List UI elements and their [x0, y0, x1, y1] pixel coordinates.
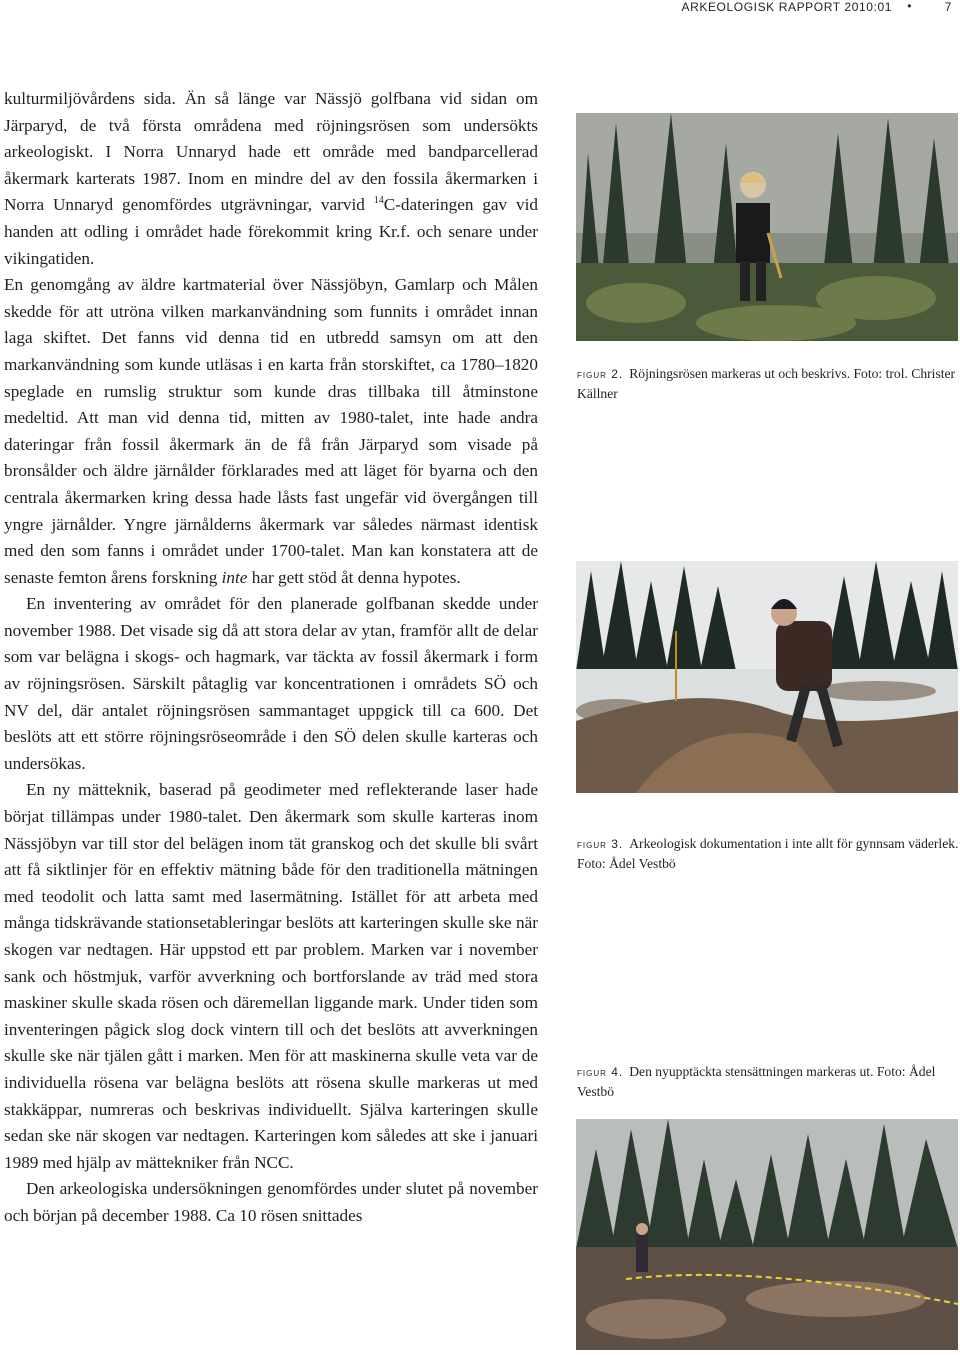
paragraph-5: Den arkeologiska undersökningen genomfördes under slutet på november och början på december 1988. Ca 10 rösen snittades [4, 1179, 538, 1225]
paragraph-2 [4, 272, 538, 591]
page-number: 7 [944, 0, 952, 14]
figure-4-caption [577, 1062, 959, 1102]
figure-2-caption [577, 364, 959, 404]
figure-3-text: Arkeologisk dokumentation i inte allt för gynnsam väderlek. Foto: Ådel Vestbö [577, 836, 959, 871]
paragraph-1 [4, 86, 538, 272]
paragraph-3: En inventering av området för den planerade golfbanan skedde under november 1988. Det visade sig då att stora delar av ytan, framför allt de delar som var belägna i skogs- och hagmark, var täckta av fossil åkermark i form av röjningsrösen. Särskilt påtaglig var koncentrationen i områdets SÖ och NV del, där antalet röjningsrösen sammantaget uppgick till ca 600. Det beslöts att ett större röjningsröseområde i den SÖ delen skulle karteras och undersökas. [4, 594, 538, 773]
figure-3-photo [576, 561, 958, 793]
figure-4-label: figur 4. [577, 1065, 624, 1079]
figure-4-photo [576, 1119, 958, 1350]
report-title: ARKEOLOGISK RAPPORT 2010:01 [681, 0, 892, 14]
figure-4-text: Den nyupptäckta stensättningen markeras ut. Foto: Ådel Vestbö [577, 1064, 936, 1099]
figure-3-label: figur 3. [577, 837, 624, 851]
superscript-14: 14 [373, 195, 384, 207]
figure-2-label: figur 2. [577, 367, 624, 381]
paragraph-1-text: kulturmiljövårdens sida. Än så länge var Nässjö golfbana vid sidan om Järparyd, de två första områdena med röjningsrösen som undersökts arkeologiskt. I Norra Unnaryd hade ett område med bandparcellerad åkermark karterats 1987. Inom en mindre del av den fossila åkermarken i Norra Unnaryd genomfördes utgrävningar, varvid [4, 89, 538, 215]
bullet-separator: • [907, 0, 912, 13]
figure-2-text: Röjningsrösen markeras ut och beskrivs. Foto: trol. Christer Källner [577, 366, 956, 401]
figure-2-photo [576, 113, 958, 341]
paragraph-1-text-cont: C-dateringen gav vid handen att odling i området hade förekommit kring Kr.f. och senare under vikingatiden. [4, 195, 538, 268]
paragraph-2-text-cont: har gett stöd åt denna hypotes. [251, 567, 461, 587]
paragraph-4: En ny mätteknik, baserad på geodimeter med reflekterande laser hade börjat tillämpas under 1980-talet. Den åkermark som skulle karteras inom Nässjöbyn var till stor del belägen inom tät granskog och det skulle bli svårt att få siktlinjer för en effektiv mätning både för den traditionella mätningen med teodolit och latta samt med lasermätning. Istället för att arbeta med många tidskrävande stationsetableringar beslöts att karteringen skulle ske när skogen var nedtagen. Här uppstod ett par problem. Marken var i november sank och höstmjuk, varför avverkning och bortforslande av träd med stora maskiner skulle skada rösen och däremellan liggande mark. Under tiden som inventeringen pågick slog dock vintern till och det beslöts att avverkningen skulle ske när tjälen gått i marken. Men för att maskinerna skulle veta var de individuella rösena var belägna beslöts att rösena skulle markeras ut med stakkäppar, numreras och beskrivas individuellt. Själva karteringen skulle sedan ske när skogen var nedtagen. Karteringen kom således att ske i januari 1989 med hjälp av mättekniker från NCC. [4, 780, 538, 1172]
figure-3-caption [577, 834, 959, 874]
emphasis-inte: inte [221, 567, 248, 587]
paragraph-2-text: En genomgång av äldre kartmaterial över Nässjöbyn, Gamlarp och Målen skedde för att utröna vilken markanvändning som funnits i området innan laga skiftet. Det fanns vid denna tid en utbredd samsyn om att den markanvändning som kunde utläsas i en karta från storskiftet, ca 1780–1820 speglade en rumslig struktur som kunde dras tillbaka till åtminstone medeltid. Att man vid denna tid, mitten av 1980-talet, inte hade andra dateringar från fossil åkermark än de få från Järparyd som visade på bronsålder och äldre järnålder förklarades med att läget för byarna och den centrala åkermarken kring dessa hade låsts fast ungefär vid övergången till yngre järnålder. Yngre järnålderns åkermark var således närmast identisk med den som fanns i området under 1700-talet. Man kan konstatera att de senaste femton årens forskning [4, 275, 538, 587]
running-head [0, 0, 960, 20]
body-text-column [4, 86, 538, 1230]
